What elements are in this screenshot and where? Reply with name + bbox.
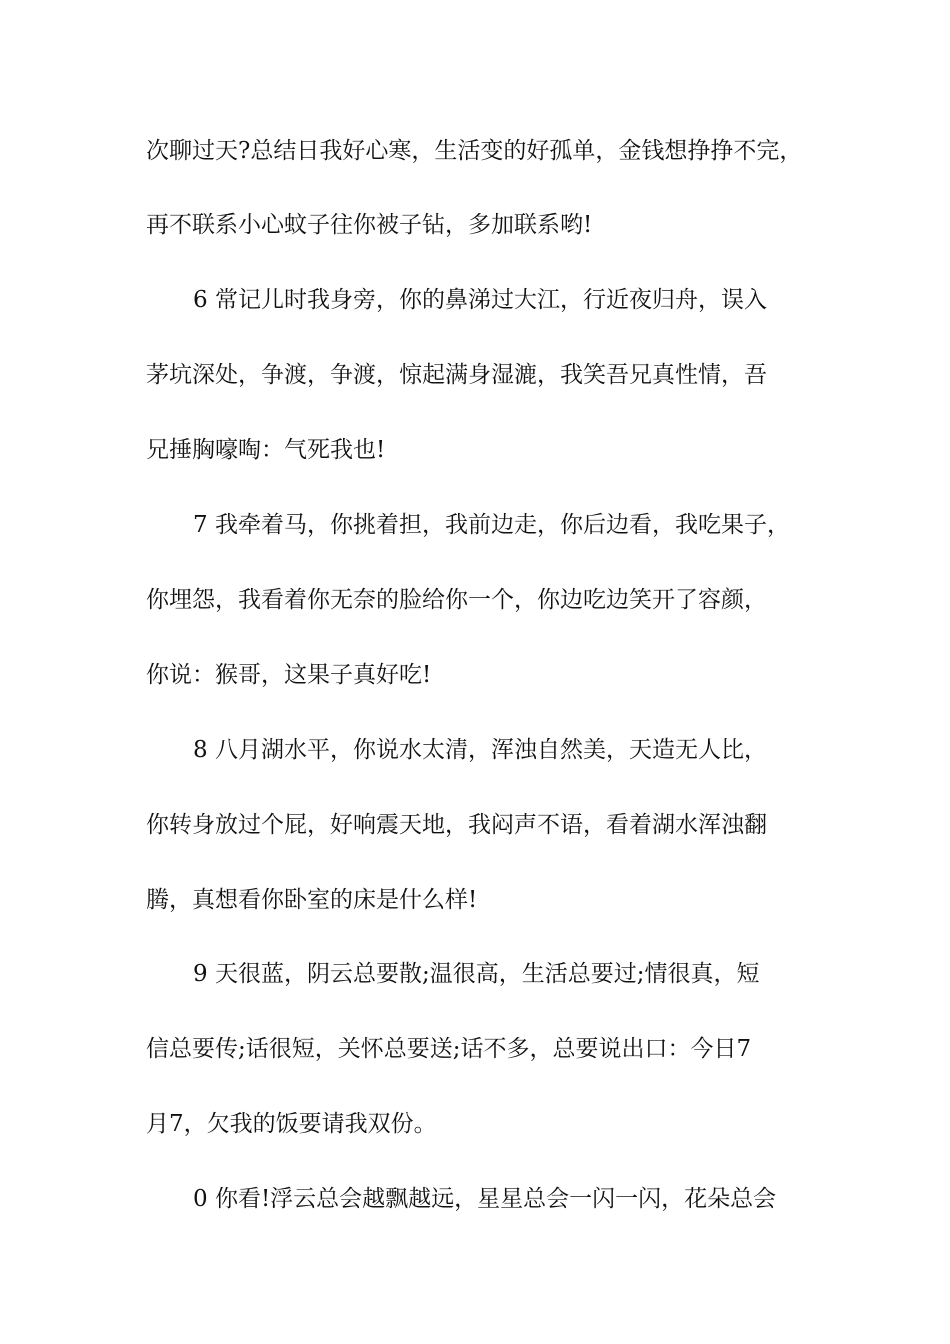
text-line: 再不联系小心蚊子往你被子钻，多加联系哟! xyxy=(146,212,593,238)
paragraph-start-line: 0 你看!浮云总会越飘越远，星星总会一闪一闪，花朵总会 xyxy=(193,1186,777,1212)
paragraph-start-line: 6 常记儿时我身旁，你的鼻涕过大江，行近夜归舟，误入 xyxy=(193,287,767,313)
paragraph-start-line: 9 天很蓝，阴云总要散;温很高，生活总要过;情很真，短 xyxy=(193,961,760,987)
text-line: 月7，欠我的饭要请我双份。 xyxy=(146,1111,437,1137)
paragraph-start-line: 7 我牵着马，你挑着担，我前边走，你后边看，我吃果子， xyxy=(193,512,790,538)
text-line: 你转身放过个屁，好响震天地，我闷声不语，看着湖水浑浊翻 xyxy=(146,812,767,838)
paragraph-start-line: 8 八月湖水平，你说水太清，浑浊自然美，天造无人比， xyxy=(193,737,767,763)
text-line: 你说：猴哥，这果子真好吃! xyxy=(146,662,432,688)
text-line: 茅坑深处，争渡，争渡，惊起满身湿漉，我笑吾兄真性情，吾 xyxy=(146,362,767,388)
text-line: 腾，真想看你卧室的床是什么样! xyxy=(146,887,478,913)
text-line: 你埋怨，我看着你无奈的脸给你一个，你边吃边笑开了容颜， xyxy=(146,587,767,613)
text-line: 信总要传;话很短，关怀总要送;话不多，总要说出口：今日7 xyxy=(146,1036,752,1062)
text-line: 次聊过天?总结日我好心寒，生活变的好孤单，金钱想挣挣不完， xyxy=(146,138,803,164)
text-line: 兄捶胸嚎啕：气死我也! xyxy=(146,437,386,463)
